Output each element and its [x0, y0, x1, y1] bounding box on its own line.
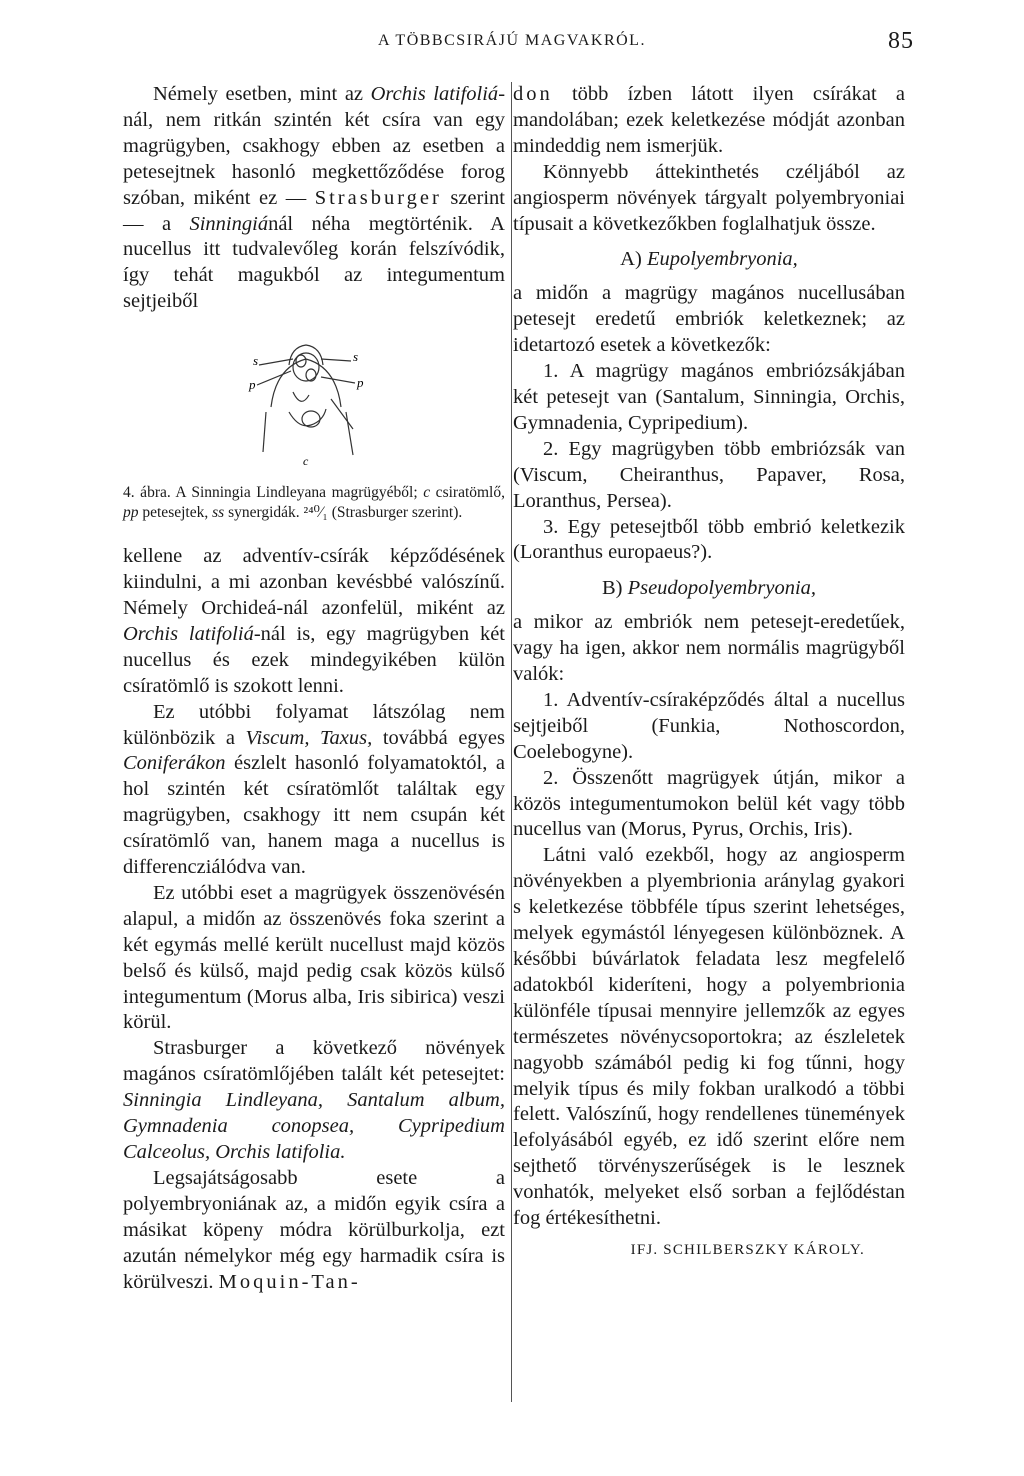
text: -nál is, egy magrügyben két nucellus és ezek mindegyikében külön csíratömlő is szokott lenni.: [123, 622, 505, 697]
paragraph: [123, 1036, 505, 1166]
text: 4. ábra. A Sinningia Lindleyana magrügyéből;: [123, 484, 424, 502]
paragraph: [123, 544, 505, 699]
text: Ez utóbbi folyamat látszólag nem különbözik a: [123, 700, 505, 749]
text: továbbá egyes: [372, 726, 505, 749]
paragraph: [123, 1166, 505, 1296]
text: Némely esetben, mint az: [153, 83, 371, 105]
author-name: Strasburger: [314, 186, 442, 209]
page-number: 85: [888, 28, 914, 54]
list-item: 1. Adventív-csíraképződés által a nucellus sejtjeiből (Funkia, Nothoscordon, Coelebogyne).: [513, 688, 905, 763]
text: csiratömlő,: [430, 484, 505, 502]
heading-title: Pseudopolyembryonia,: [627, 577, 817, 600]
italic-text: Coniferákon: [123, 752, 226, 775]
running-title: A TÖBBCSIRÁJÚ MAGVAKRÓL.: [378, 32, 646, 49]
list-item: 3. Egy petesejtből több embrió keletkezik (Loranthus europaeus?).: [513, 515, 905, 564]
list-item: 2. Egy magrügyben több embriózsák van (Viscum, Cheiranthus, Papaver, Rosa, Loranthus, Persea).: [513, 437, 905, 512]
text: szerint — a: [123, 186, 505, 235]
italic-text: c: [423, 484, 431, 502]
text: synergidák.: [224, 503, 304, 521]
ovule-illustration: [231, 337, 381, 472]
heading-prefix: B): [601, 577, 628, 600]
text: (Strasburger szerint).: [327, 503, 463, 521]
text: nál néha megtörténik. A nucellus itt tudvalevőleg korán felszívódik, így tehát magukból az integumentum sejtjeiből: [123, 212, 505, 313]
italic-text: Orchis latifoliá: [370, 83, 499, 105]
italic-text: Viscum, Taxus,: [245, 726, 373, 749]
text: -nál, nem ritkán szintén két csíra van egy magrügyben, csakhogy ebben az esetben a petesejtnek hasonló megkettőződése forog szóban, miként ez —: [123, 83, 506, 209]
label-p-left: p: [249, 377, 256, 393]
paragraph: Ez utóbbi eset a magrügyek összenövésén alapul, a midőn az összenövés foka szerint a két egymás mellé került nucellust majd közös belső és külső, majd pedig csak közös külső integumentum (Morus alba, Iris sibirica) veszi körül.: [123, 881, 505, 1034]
magnification: ²⁴⁰⁄₁: [303, 503, 328, 521]
label-c: c: [303, 454, 309, 469]
text: Legsajátságosabb esete a polyembryoniának az, a midőn egyik csíra a másikat köpeny módra körülburkolja, ezt azután némelykor még egy harmadik csíra is körülveszi.: [123, 1166, 505, 1293]
author-name: Moquin-Tan-: [218, 1270, 361, 1293]
section-heading-a: [513, 247, 905, 273]
italic-text: Orchis latifoliá: [123, 622, 254, 645]
heading-prefix: A): [620, 248, 647, 271]
figure-4: [123, 337, 505, 477]
text: Strasburger a következő növények magános csíratömlőjében talált két petesejtet:: [123, 1037, 505, 1086]
paragraph: [513, 82, 905, 160]
paragraph: a midőn a magrügy magános nucellusában petesejt eredetű embriók keletkeznek; az idetartozó esetek a következők:: [513, 282, 905, 357]
figure-caption: [123, 483, 505, 522]
italic-text: ss: [212, 503, 225, 521]
paragraph: a mikor az embriók nem petesejt-eredetűek, vagy ha igen, akkor nem normális magrügyből valók:: [513, 611, 905, 686]
list-item: 2. Összenőtt magrügyek útján, mikor a közös integumentumokon belül két vagy több nucellus van (Morus, Pyrus, Orchis, Iris).: [513, 766, 905, 841]
text: petesejtek,: [138, 503, 213, 521]
italic-text: Sinningia Lindleyana, Santalum album, Gymnadenia conopsea, Cypripedium Calceolus, Orchis latifolia.: [123, 1089, 505, 1163]
left-column: [123, 82, 505, 1295]
heading-title: Eupolyembryonia,: [646, 248, 798, 271]
italic-text: pp: [123, 503, 139, 521]
italic-text: Sinningiá: [189, 212, 269, 235]
page-header: [0, 28, 1024, 58]
column-divider: [511, 82, 512, 1402]
label-s-right: s: [353, 349, 359, 365]
text: észlelt hasonló folyamatoktól, a hol szintén két csíratömlőt találtak egy magrügyben, csakhogy itt nem csupán két csíratömlő van, hanem maga a nucellus is differencziálódva van.: [123, 752, 505, 879]
label-s-left: s: [253, 353, 259, 369]
author-signature: IFJ. SCHILBERSZKY KÁROLY.: [630, 1241, 865, 1258]
author-name: don: [513, 83, 553, 105]
text: több ízben látott ilyen csírákat a mandolában; ezek keletkezése módját azonban mindeddig nem ismerjük.: [513, 83, 905, 157]
paragraph: [123, 700, 505, 881]
right-column: [513, 82, 905, 1264]
paragraph: [123, 82, 505, 315]
paragraph: Látni való ezekből, hogy az angiosperm növényekben a plyembrionia aránylag gyakori s keletkezése többféle típus szerint lehetséges, melyek egymástól lényegesen különböznek. A későbbi búvárlatok feladata lesz megfelelő adatokból kideríteni, hogy a polyembrionia különféle típusai mennyire jellemzők az egyes természetes növénycsoportokra; az észleletek nagyobb számából pedig ki fog tűnni, hogy melyik típus és mily fokban uralkodó a többi felett. Valószínű, hogy rendellenes tünemények lefolyásából egyéb, ez idő szerint előre nem sejthető törvényszerűségek is le lesznek vonhatók, melyeket első sorban a fejlődéstan fog értékesíthetni.: [513, 844, 905, 1230]
section-heading-b: [513, 576, 905, 602]
label-p-right: p: [357, 375, 364, 391]
paragraph: Könnyebb áttekinthetés czéljából az angiosperm növények tárgyalt polyembryoniai típusait a következőkben foglalhatjuk össze.: [513, 160, 905, 235]
text: kellene az adventív-csírák képződésének kiindulni, a mi azonban kevésbbé valószínű. Némely Orchideá-nál azonfelül, miként az: [123, 545, 505, 619]
list-item: 1. A magrügy magános embriózsákjában két petesejt van (Santalum, Sinningia, Orchis, Gymnadenia, Cypripedium).: [513, 360, 905, 434]
